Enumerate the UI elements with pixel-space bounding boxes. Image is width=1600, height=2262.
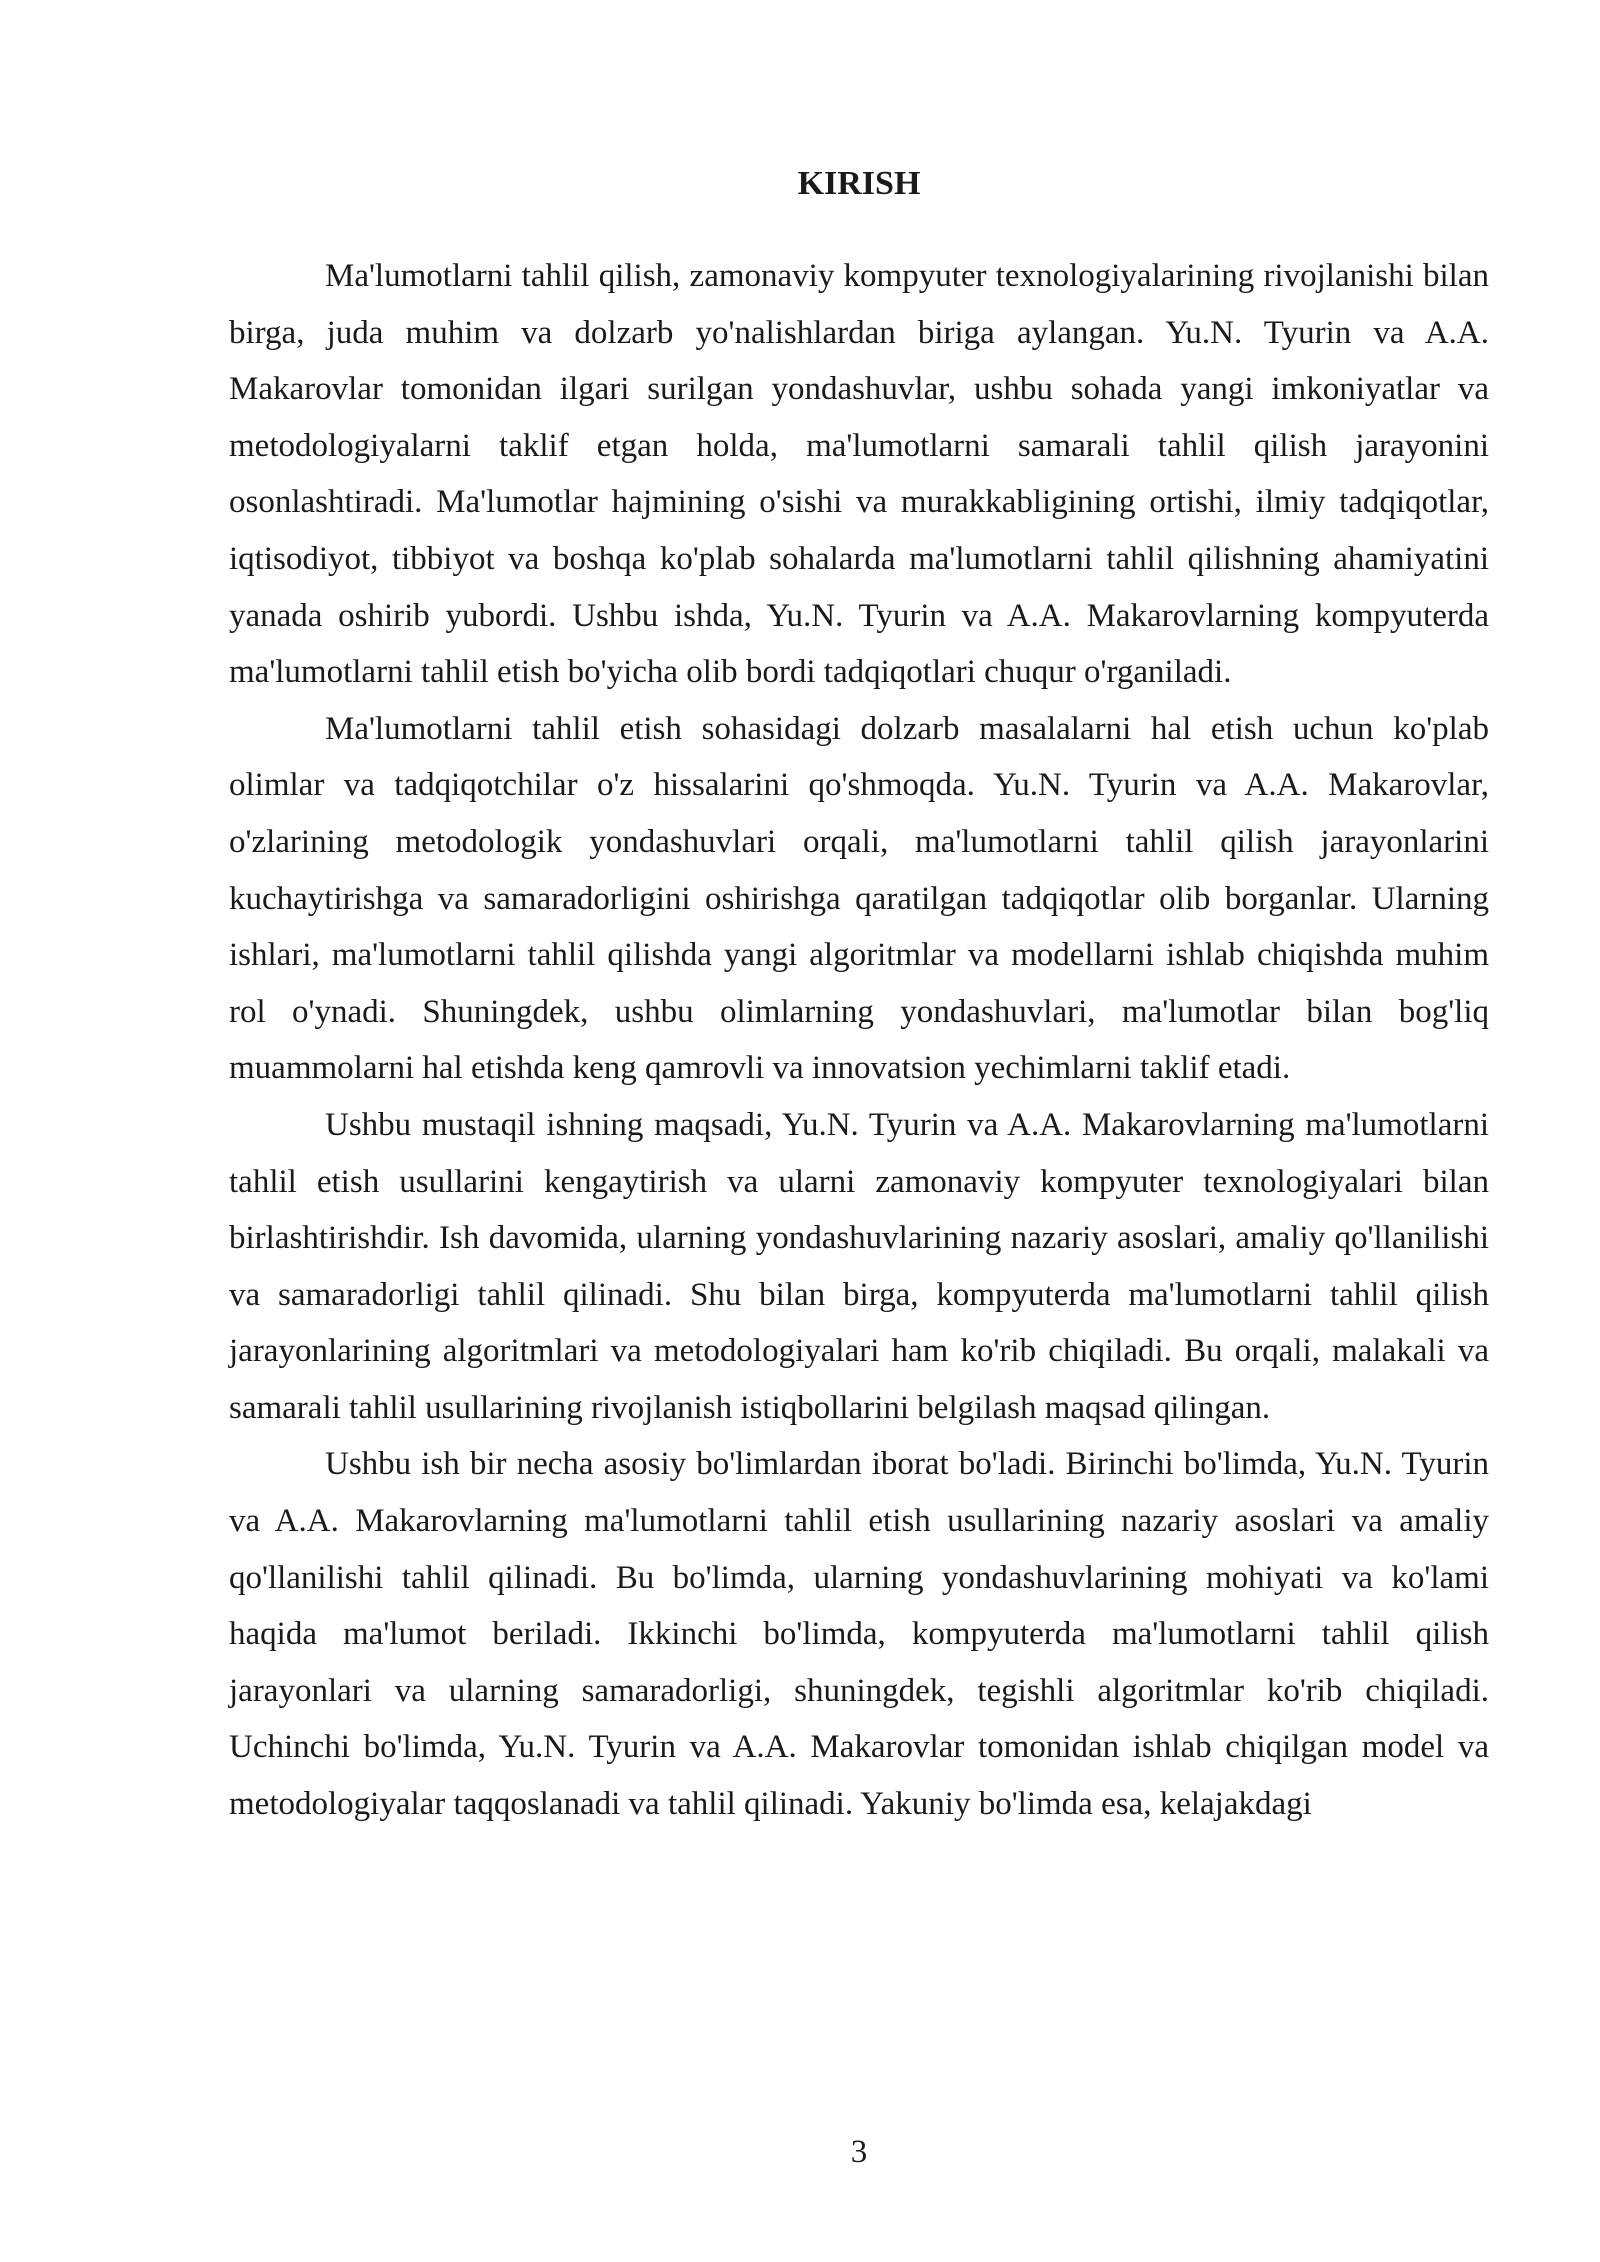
- paragraph-3: Ushbu mustaqil ishning maqsadi, Yu.N. Tyurin va A.A. Makarovlarning ma'lumotlarni tahlil etish usullarini kengaytirish va ularni zamonaviy kompyuter texnologiyalari bilan birlashtirishdir. Ish davomida, ularning yondashuvlarining nazariy asoslari, amaliy qo'llanilishi va samaradorligi tahlil qilinadi. Shu bilan birga, kompyuterda ma'lumotlarni tahlil qilish jarayonlarining algoritmlari va metodologiyalari ham ko'rib chiqiladi. Bu orqali, malakali va samarali tahlil usullarining rivojlanish istiqbollarini belgilash maqsad qilingan.: [229, 1106, 1489, 1426]
- paragraph-1: Ma'lumotlarni tahlil qilish, zamonaviy kompyuter texnologiyalarining rivojlanishi bilan birga, juda muhim va dolzarb yo'nalishlardan biriga aylangan. Yu.N. Tyurin va A.A. Makarovlar tomonidan ilgari surilgan yondashuvlar, ushbu sohada yangi imkoniyatlar va metodologiyalarni taklif etgan holda, ma'lumotlarni samarali tahlil qilish jarayonini osonlashtiradi. Ma'lumotlar hajmining o'sishi va murakkabligining ortishi, ilmiy tadqiqotlar, iqtisodiyot, tibbiyot va boshqa ko'plab sohalarda ma'lumotlarni tahlil qilishning ahamiyatini yanada oshirib yubordi. Ushbu ishda, Yu.N. Tyurin va A.A. Makarovlarning kompyuterda ma'lumotlarni tahlil etish bo'yicha olib bordi tadqiqotlari chuqur o'rganiladi.: [229, 258, 1489, 691]
- page-number: 3: [850, 2134, 868, 2170]
- paragraph-4: Ushbu ish bir necha asosiy bo'limlardan iborat bo'ladi. Birinchi bo'limda, Yu.N. Tyurin va A.A. Makarovlarning ma'lumotlarni tahlil etish usullarining nazariy asoslari va amaliy qo'llanilishi tahlil qilinadi. Bu bo'limda, ularning yondashuvlarining mohiyati va ko'lami haqida ma'lumot beriladi. Ikkinchi bo'limda, kompyuterda ma'lumotlarni tahlil qilish jarayonlari va ularning samaradorligi, shuningdek, tegishli algoritmlar ko'rib chiqiladi. Uchinchi bo'limda, Yu.N. Tyurin va A.A. Makarovlar tomonidan ishlab chiqilgan model va metodologiyalar taqqoslanadi va tahlil qilinadi. Yakuniy bo'limda esa, kelajakdagi: [229, 1446, 1489, 1823]
- section-title: KIRISH: [797, 165, 921, 202]
- paragraph-2: Ma'lumotlarni tahlil etish sohasidagi dolzarb masalalarni hal etish uchun ko'plab olimlar va tadqiqotchilar o'z hissalarini qo'shmoqda. Yu.N. Tyurin va A.A. Makarovlar, o'zlarining metodologik yondashuvlari orqali, ma'lumotlarni tahlil qilish jarayonlarini kuchaytirishga va samaradorligini oshirishga qaratilgan tadqiqotlar olib borganlar. Ularning ishlari, ma'lumotlarni tahlil qilishda yangi algoritmlar va modellarni ishlab chiqishda muhim rol o'ynadi. Shuningdek, ushbu olimlarning yondashuvlari, ma'lumotlar bilan bog'liq muammolarni hal etishda keng qamrovli va innovatsion yechimlarni taklif etadi.: [229, 710, 1489, 1087]
- body-text: [229, 248, 1489, 1833]
